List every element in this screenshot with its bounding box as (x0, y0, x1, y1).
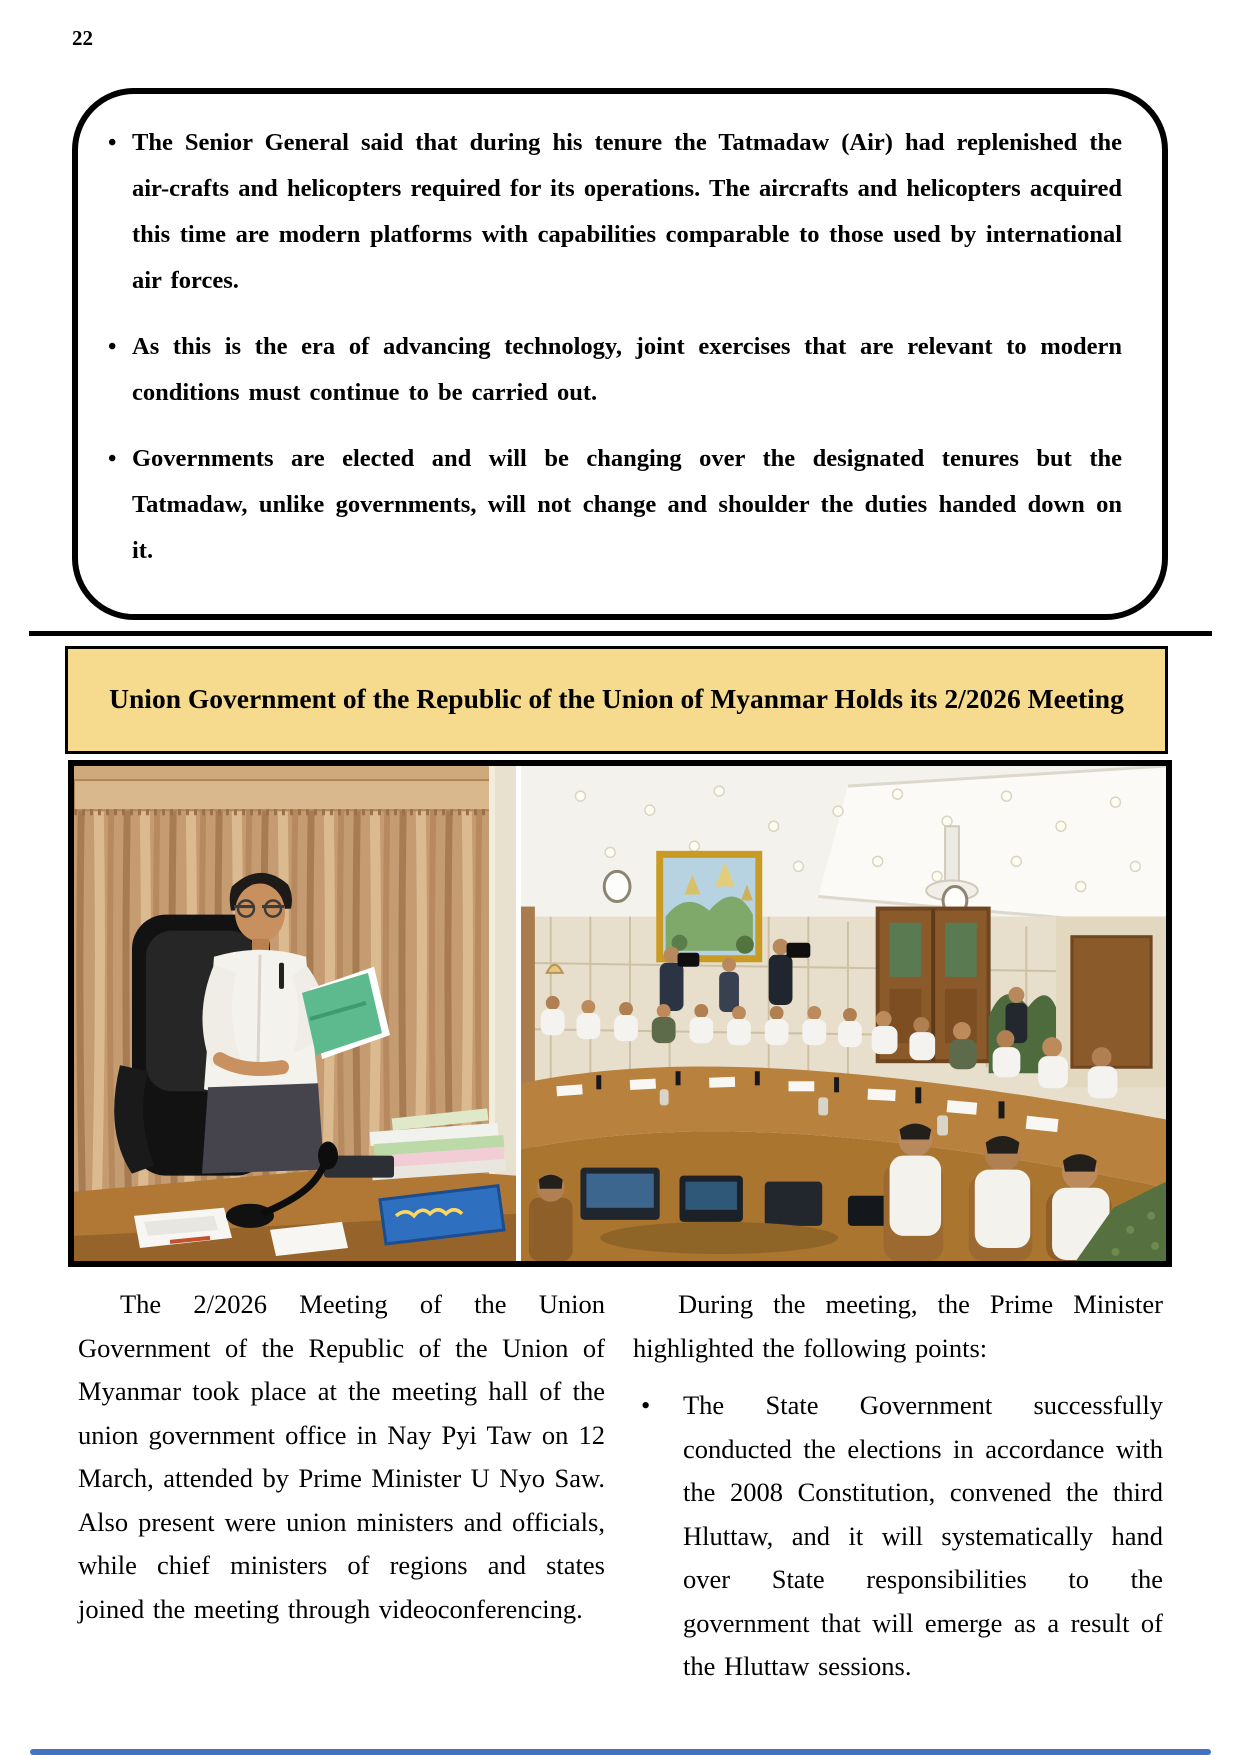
bullet-icon: • (108, 446, 117, 472)
key-point-item (108, 324, 1122, 416)
footer-divider-rule (30, 1749, 1211, 1755)
key-point-text: Governments are elected and will be changing over the designated tenures but the Tatmadaw, unlike governments, will not change and shoulder the duties handed down on it. (132, 445, 1122, 564)
article-right-column (633, 1283, 1163, 1689)
key-point-item (108, 436, 1122, 574)
key-point-item (108, 120, 1122, 304)
key-point-text: As this is the era of advancing technology, joint exercises that are relevant to modern conditions must continue to be carried out. (132, 333, 1122, 406)
page-number: 22 (72, 26, 93, 50)
article-bullet-item (633, 1384, 1163, 1689)
section-heading-title: Union Government of the Republic of the Union of Myanmar Holds its 2/2026 Meeting (109, 682, 1124, 714)
key-point-text: The Senior General said that during his tenure the Tatmadaw (Air) had replenished the air-crafts and helicopters required for its operations. The aircrafts and helicopters acquired this time are modern platforms with capabilities comparable to those used by international air forces. (132, 129, 1122, 294)
section-heading (65, 646, 1168, 754)
article-left-column (78, 1283, 605, 1631)
article-bullet-text: The State Government successfully conducted the elections in accordance with the 2008 Constitution, convened the third Hluttaw, and it will systematically hand over State responsibilities to the government that will emerge as a result of the Hluttaw sessions. (683, 1390, 1163, 1681)
article-left-paragraph: The 2/2026 Meeting of the Union Government of the Republic of the Union of Myanmar took place at the meeting hall of the union government office in Nay Pyi Taw on 12 March, attended by Prime Minister U Nyo Saw. Also present were union ministers and officials, while chief ministers of regions and states joined the meeting through videoconferencing. (78, 1289, 605, 1624)
photo-pm-standing (74, 766, 516, 1261)
pm-standing-illustration (74, 766, 516, 1261)
photo-frame (68, 760, 1172, 1267)
key-points-box (72, 88, 1168, 620)
bullet-icon: • (641, 1390, 651, 1420)
bullet-icon: • (108, 130, 117, 156)
meeting-hall-illustration (521, 766, 1166, 1261)
section-divider-rule (29, 631, 1212, 636)
photo-meeting-hall (521, 766, 1166, 1261)
article-right-intro: During the meeting, the Prime Minister highlighted the following points: (633, 1289, 1163, 1363)
bullet-icon: • (108, 334, 117, 360)
